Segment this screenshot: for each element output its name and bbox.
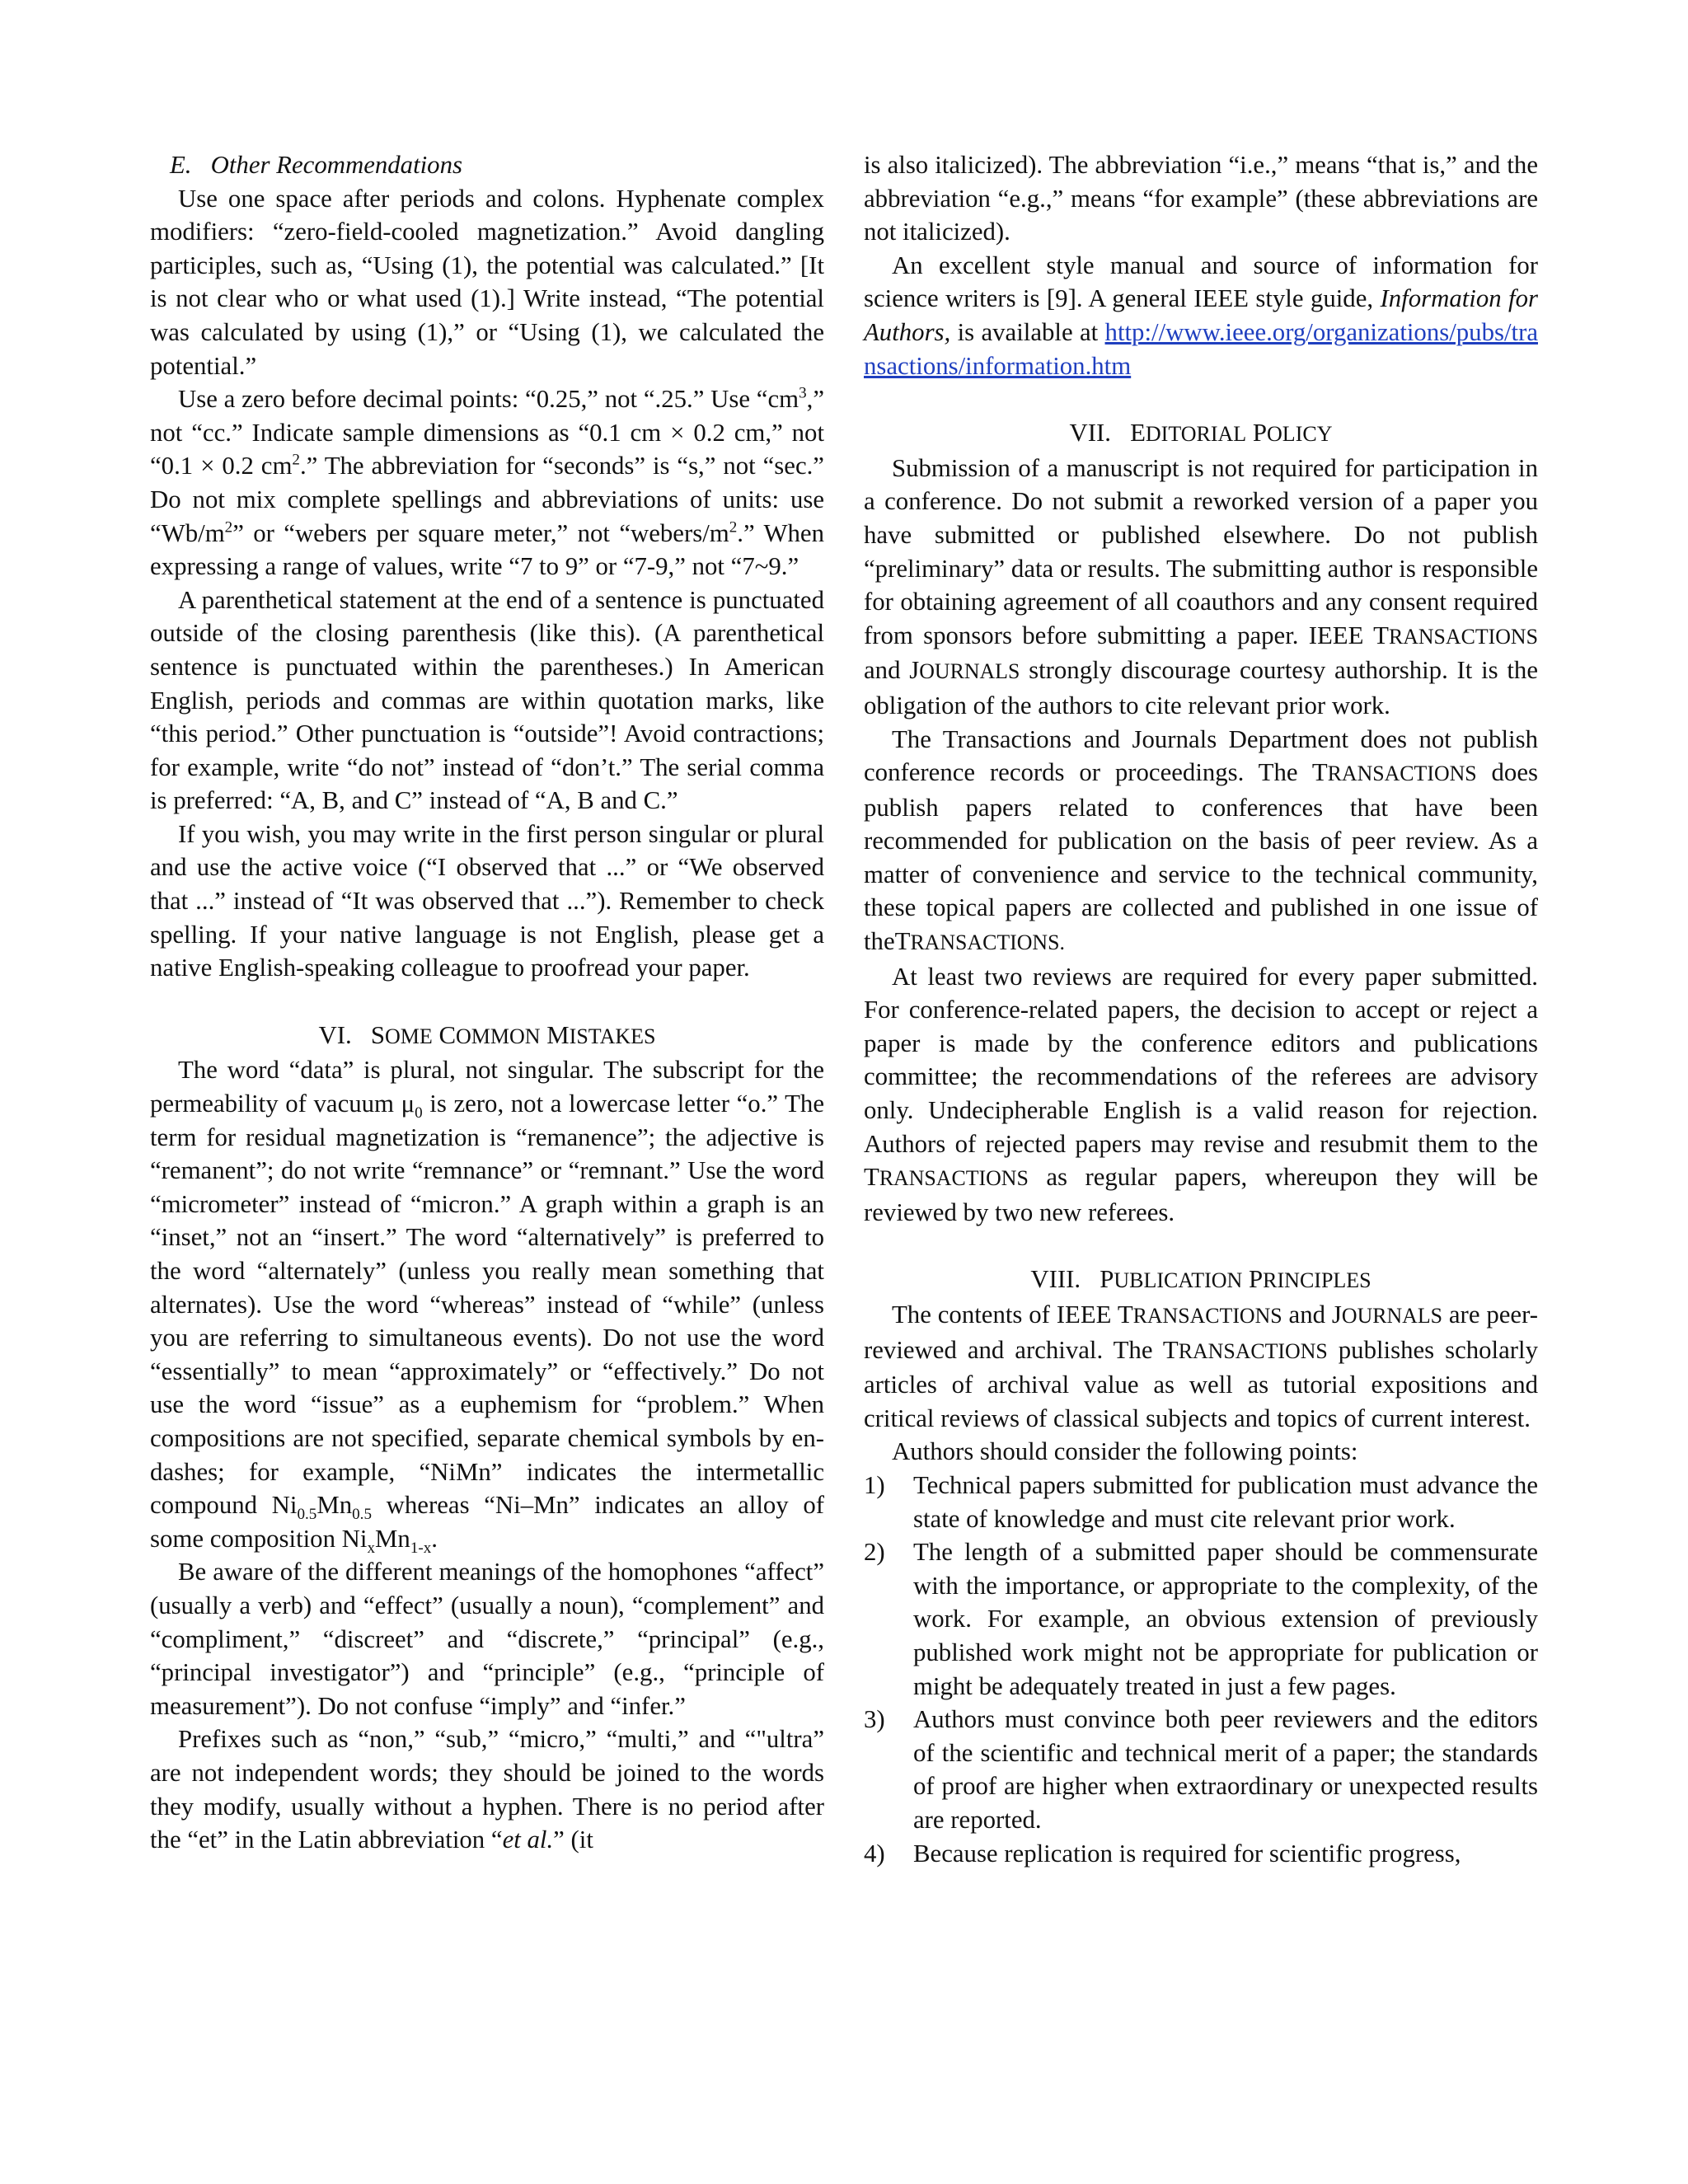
subsection-label: E. <box>170 151 192 179</box>
style-guide-link[interactable]: http://www.ieee.org/organizations/pubs/transactions/information.htm <box>864 317 1538 380</box>
list-item: 2) The length of a submitted paper should be commensurate with the importance, or appropriate to the complexity, of the work. For example, an obvious extension of previously published work might not be appropriate for publication or might be adequately treated in just a few pages. <box>864 1538 1538 1700</box>
paragraph: The Transactions and Journals Department does not publish conference records or proceedings. The TRANSACTIONS does publish papers related to conferences that have been recommended for publication on the basis of peer review. As a matter of convenience and service to the technical community, these topical papers are collected and published in one issue of theTRANSACTIONS. <box>864 724 1538 956</box>
paragraph: Use one space after periods and colons. Hyphenate complex modifiers: “zero-field-cooled magnetization.” Avoid dangling participles, such as, “Using (1), the potential was calculated.” [It is not clear who or what used (1).] Write instead, “The potential was calculated by using (1),” or “Using (1), we calculated the potential.” <box>150 184 824 380</box>
left-column <box>150 148 824 1857</box>
paragraph: Authors should consider the following points: <box>892 1437 1358 1466</box>
list-item: 1) Technical papers submitted for publication must advance the state of knowledge and must cite relevant prior work. <box>864 1470 1538 1533</box>
list-item: 3) Authors must convince both peer reviewers and the editors of the scientific and technical merit of a paper; the standards of proof are higher when extraordinary or unexpected results are reported. <box>864 1705 1538 1834</box>
subsection-heading <box>170 148 824 182</box>
section-heading: VI. SOME COMMON MISTAKES <box>318 1020 656 1049</box>
subsection-title: Other Recommendations <box>210 151 462 179</box>
section-heading: VII. EDITORIAL POLICY <box>1069 419 1333 448</box>
list-item: 4) Because replication is required for scientific progress, <box>864 1839 1461 1868</box>
paragraph: Be aware of the different meanings of the homophones “affect” (usually a verb) and “effect” (usually a noun), “complement” and “compliment,” “discreet” and “discrete,” “principal” (e.g., “principal investigator”) and “principle” (e.g., “principle of measurement”). Do not confuse “imply” and “infer.” <box>150 1558 824 1720</box>
paragraph: The contents of IEEE TRANSACTIONS and JOURNALS are peer-reviewed and archival. The TRANSACTIONS publishes scholarly articles of archival value as well as tutorial expositions and critical reviews of classical subjects and topics of current interest. <box>864 1301 1538 1432</box>
paragraph: is also italicized). The abbreviation “i.e.,” means “that is,” and the abbreviation “e.g.,” means “for example” (these abbreviations are not italicized). <box>864 151 1538 246</box>
paragraph: If you wish, you may write in the first person singular or plural and use the active voice (“I observed that ...” or “We observed that ...” instead of “It was observed that ...”). Remember to check spelling. If your native language is not English, please get a native English-speaking colleague to proofread your paper. <box>150 819 824 982</box>
paragraph: An excellent style manual and source of information for science writers is [9]. A general IEEE style guide, Information for Authors, is available at http://www.ieee.org/organizations/pubs/transactions/information.htm <box>864 251 1538 380</box>
paragraph: The word “data” is plural, not singular. The subscript for the permeability of vacuum $\mu_0$ is zero, not a lowercase letter “o.” The term for residual magnetization is “remanence”; the adjective is “remanent”; do not write “remnance” or “remnant.” Use the word “micrometer” instead of “micron.” A graph within a graph is an “inset,” not an “insert.” The word “alternatively” is preferred to the word “alternately” (unless you really mean something that alternates). Use the word “whereas” instead of “while” (unless you are referring to simultaneous events). Do not use the word “essentially” to mean “approximately” or “effectively.” Do not use the word “issue” as a euphemism for “problem.” When compositions are not specified, separate chemical symbols by en-dashes; for example, “NiMn” indicates the intermetallic compound $Ni_{0.5}Mn_{0.5}$ whereas “Ni–Mn” indicates an alloy of some composition $Ni_xMn_{1-x}$. <box>150 1056 825 1557</box>
paragraph: Submission of a manuscript is not required for participation in a conference. Do not submit a reworked version of a paper you have submitted or published elsewhere. Do not publish “preliminary” data or results. The submitting author is responsible for obtaining agreement of all coauthors and any consent required from sponsors before submitting a paper. IEEE TRANSACTIONS and JOURNALS strongly discourage courtesy authorship. It is the obligation of the authors to cite relevant prior work. <box>864 453 1539 719</box>
paragraph: At least two reviews are required for every paper submitted. For conference-related papers, the decision to accept or reject a paper is made by the conference editors and publications committee; the recommendations of the referees are advisory only. Undecipherable English is a valid reason for rejection. Authors of rejected papers may revise and resubmit them to the TRANSACTIONS as regular papers, whereupon they will be reviewed by two new referees. <box>864 962 1538 1226</box>
paragraph: Use a zero before decimal points: “0.25,” not “.25.” Use “$cm^3$,” not “cc.” Indicate sample dimensions as “0.1 cm × 0.2 cm,” not “0.1 × 0.2 $cm^2$.” The abbreviation for “seconds” is “s,” not “sec.” Do not mix complete spellings and abbreviations of units: use “$Wb/m^2$” or “webers per square meter,” not “$webers/m^2$.” When expressing a range of values, write “7 to 9” or “7-9,” not “7~9.” <box>150 384 825 581</box>
paragraph: Prefixes such as “non,” “sub,” “micro,” “multi,” and “"ultra” are not independent words; they should be joined to the words they modify, usually without a hyphen. There is no period after the “et” in the Latin abbreviation “et al.” (it <box>150 1725 824 1854</box>
numbered-list <box>864 1469 1538 1870</box>
right-column <box>864 148 1538 1870</box>
paragraph: A parenthetical statement at the end of a sentence is punctuated outside of the closing parenthesis (like this). (A parenthetical sentence is punctuated within the parentheses.) In American English, periods and commas are within quotation marks, like “this period.” Other punctuation is “outside”! Avoid contractions; for example, write “do not” instead of “don’t.” The serial comma is preferred: “A, B, and C” instead of “A, B and C.” <box>150 585 824 815</box>
section-heading: VIII. PUBLICATION PRINCIPLES <box>1030 1265 1372 1294</box>
